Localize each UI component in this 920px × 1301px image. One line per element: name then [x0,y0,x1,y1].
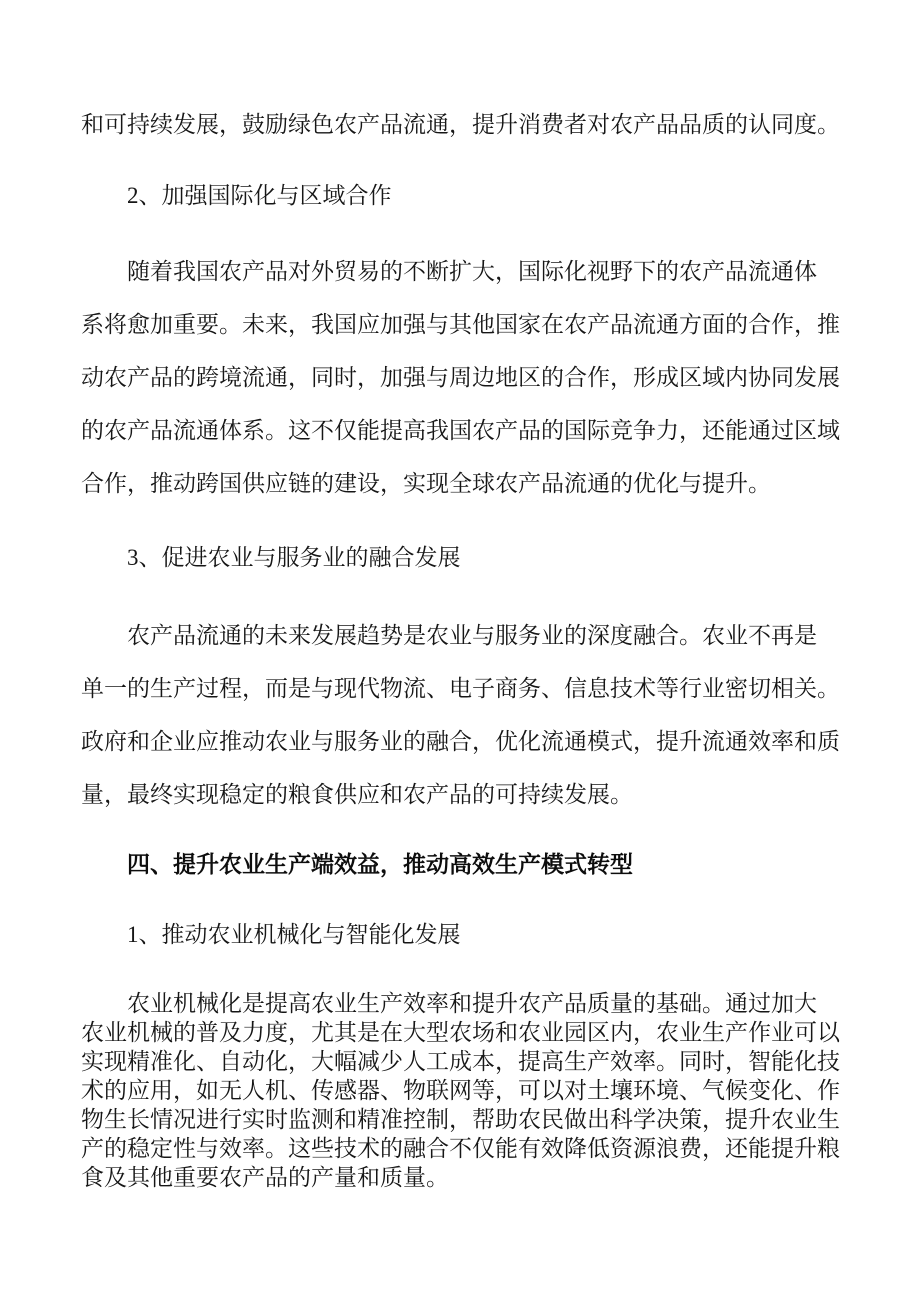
text-line: 农产品流通的未来发展趋势是农业与服务业的深度融合。农业不再是 [127,623,817,648]
text-line: 物生长情况进行实时监测和精准控制，帮助农民做出科学决策，提升农业生 [81,1107,840,1132]
text-line: 随着我国农产品对外贸易的不断扩大，国际化视野下的农产品流通体 [127,259,817,284]
text-line: 和可持续发展，鼓励绿色农产品流通，提升消费者对农产品品质的认同度。 [81,112,840,137]
text-line: 的农产品流通体系。这不仅能提高我国农产品的国际竞争力，还能通过区域 [81,418,840,443]
paragraph-agriculture-service-integration [81,609,845,821]
text-line: 合作，推动跨国供应链的建设，实现全球农产品流通的优化与提升。 [81,471,771,496]
text-line: 产的稳定性与效率。这些技术的融合不仅能有效降低资源浪费，还能提升粮 [81,1136,840,1161]
subheading-mechanization-intelligence: 1、推动农业机械化与智能化发展 [127,922,461,947]
text-line: 食及其他重要农产品的产量和质量。 [81,1165,449,1190]
paragraph-continuation [81,99,845,151]
text-line: 系将愈加重要。未来，我国应加强与其他国家在农产品流通方面的合作，推 [81,312,840,337]
paragraph-mechanization-intelligence [81,989,845,1192]
subheading-international-cooperation: 2、加强国际化与区域合作 [127,183,392,208]
text-line: 动农产品的跨境流通，同时，加强与周边地区的合作，形成区域内协同发展 [81,365,840,390]
text-line: 量，最终实现稳定的粮食供应和农产品的可持续发展。 [81,782,633,807]
section-heading-production-efficiency: 四、提升农业生产端效益，推动高效生产模式转型 [127,851,633,877]
text-line: 单一的生产过程，而是与现代物流、电子商务、信息技术等行业密切相关。 [81,676,840,701]
subheading-agriculture-service-integration: 3、促进农业与服务业的融合发展 [127,545,461,570]
paragraph-international-cooperation [81,245,845,510]
text-line: 农业机械化是提高农业生产效率和提升农产品质量的基础。通过加大 [127,991,817,1016]
text-line: 实现精准化、自动化，大幅减少人工成本，提高生产效率。同时，智能化技 [81,1049,840,1074]
text-line: 政府和企业应推动农业与服务业的融合，优化流通模式，提升流通效率和质 [81,729,840,754]
text-line: 农业机械的普及力度，尤其是在大型农场和农业园区内，农业生产作业可以 [81,1020,840,1045]
text-line: 术的应用，如无人机、传感器、物联网等，可以对土壤环境、气候变化、作 [81,1078,840,1103]
